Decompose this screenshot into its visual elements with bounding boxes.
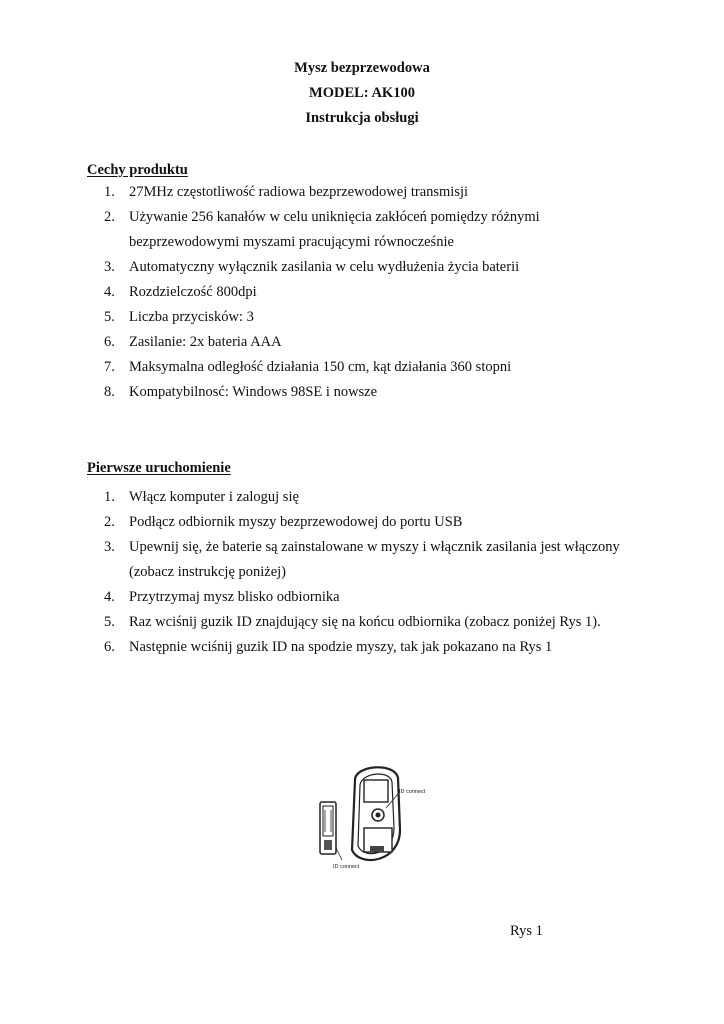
list-item-text: Upewnij się, że baterie są zainstalowane w myszy i włącznik zasilania jest włączony — [129, 539, 620, 555]
list-item-text: Używanie 256 kanałów w celu uniknięcia zakłóceń pomiędzy różnymi — [129, 209, 540, 225]
list-item-text: Rozdzielczość 800dpi — [129, 284, 257, 300]
list-item-text: Liczba przycisków: 3 — [129, 309, 254, 325]
list-item-number: 5. — [104, 309, 115, 325]
receiver-id-connect-label: ID connect — [333, 864, 360, 870]
list-item-number: 1. — [104, 489, 115, 505]
document-title: Mysz bezprzewodowa — [294, 60, 430, 76]
list-item — [104, 330, 664, 355]
list-item — [104, 180, 664, 205]
list-item — [104, 305, 664, 330]
list-item-number: 3. — [104, 259, 115, 275]
list-item-text: Maksymalna odległość działania 150 cm, kąt działania 360 stopni — [129, 359, 512, 375]
first-run-heading: Pierwsze uruchomienie — [87, 460, 231, 476]
list-item-number: 3. — [104, 539, 115, 555]
list-item — [104, 535, 664, 585]
list-item-text: Kompatybilnosć: Windows 98SE i nowsze — [129, 384, 378, 400]
list-item-text: bezprzewodowymi myszami pracującymi równocześnie — [129, 234, 454, 250]
list-item — [104, 355, 664, 380]
list-item — [104, 510, 664, 535]
list-item — [104, 610, 664, 635]
mouse-receiver-illustration — [300, 760, 450, 880]
list-item — [104, 255, 664, 280]
list-item — [104, 585, 664, 610]
list-item-number: 6. — [104, 334, 115, 350]
document-subtitle: Instrukcja obsługi — [305, 110, 419, 126]
list-item-text: Przytrzymaj mysz blisko odbiornika — [129, 589, 340, 605]
list-item-number: 2. — [104, 514, 115, 530]
list-item-text: Raz wciśnij guzik ID znajdujący się na końcu odbiornika (zobacz poniżej Rys 1). — [129, 614, 601, 630]
list-item-number: 4. — [104, 589, 115, 605]
list-item — [104, 380, 664, 405]
list-item-number: 5. — [104, 614, 115, 630]
list-item-number: 4. — [104, 284, 115, 300]
list-item-text: 27MHz częstotliwość radiowa bezprzewodowej transmisji — [129, 184, 469, 200]
list-item-number: 7. — [104, 359, 115, 375]
mouse-id-connect-label: ID connect — [399, 789, 426, 795]
list-item-text: Włącz komputer i zaloguj się — [129, 489, 299, 505]
features-heading: Cechy produktu — [87, 162, 188, 178]
list-item-text: Automatyczny wyłącznik zasilania w celu wydłużenia życia baterii — [129, 259, 520, 275]
list-item-number: 2. — [104, 209, 115, 225]
list-item-number: 8. — [104, 384, 115, 400]
list-item-text: Następnie wciśnij guzik ID na spodzie myszy, tak jak pokazano na Rys 1 — [129, 639, 553, 655]
figure-caption: Rys 1 — [510, 923, 543, 939]
model-number: MODEL: AK100 — [309, 85, 415, 101]
list-item-text: (zobacz instrukcję poniżej) — [129, 564, 287, 580]
list-item — [104, 280, 664, 305]
list-item — [104, 485, 664, 510]
mouse-underside-drawing — [352, 767, 400, 860]
usb-receiver-drawing — [320, 802, 342, 860]
list-item-number: 1. — [104, 184, 115, 200]
list-item-text: Podłącz odbiornik myszy bezprzewodowej do portu USB — [129, 514, 463, 530]
list-item — [104, 205, 664, 255]
list-item-text: Zasilanie: 2x bateria AAA — [129, 334, 282, 350]
list-item — [104, 635, 664, 660]
list-item-number: 6. — [104, 639, 115, 655]
